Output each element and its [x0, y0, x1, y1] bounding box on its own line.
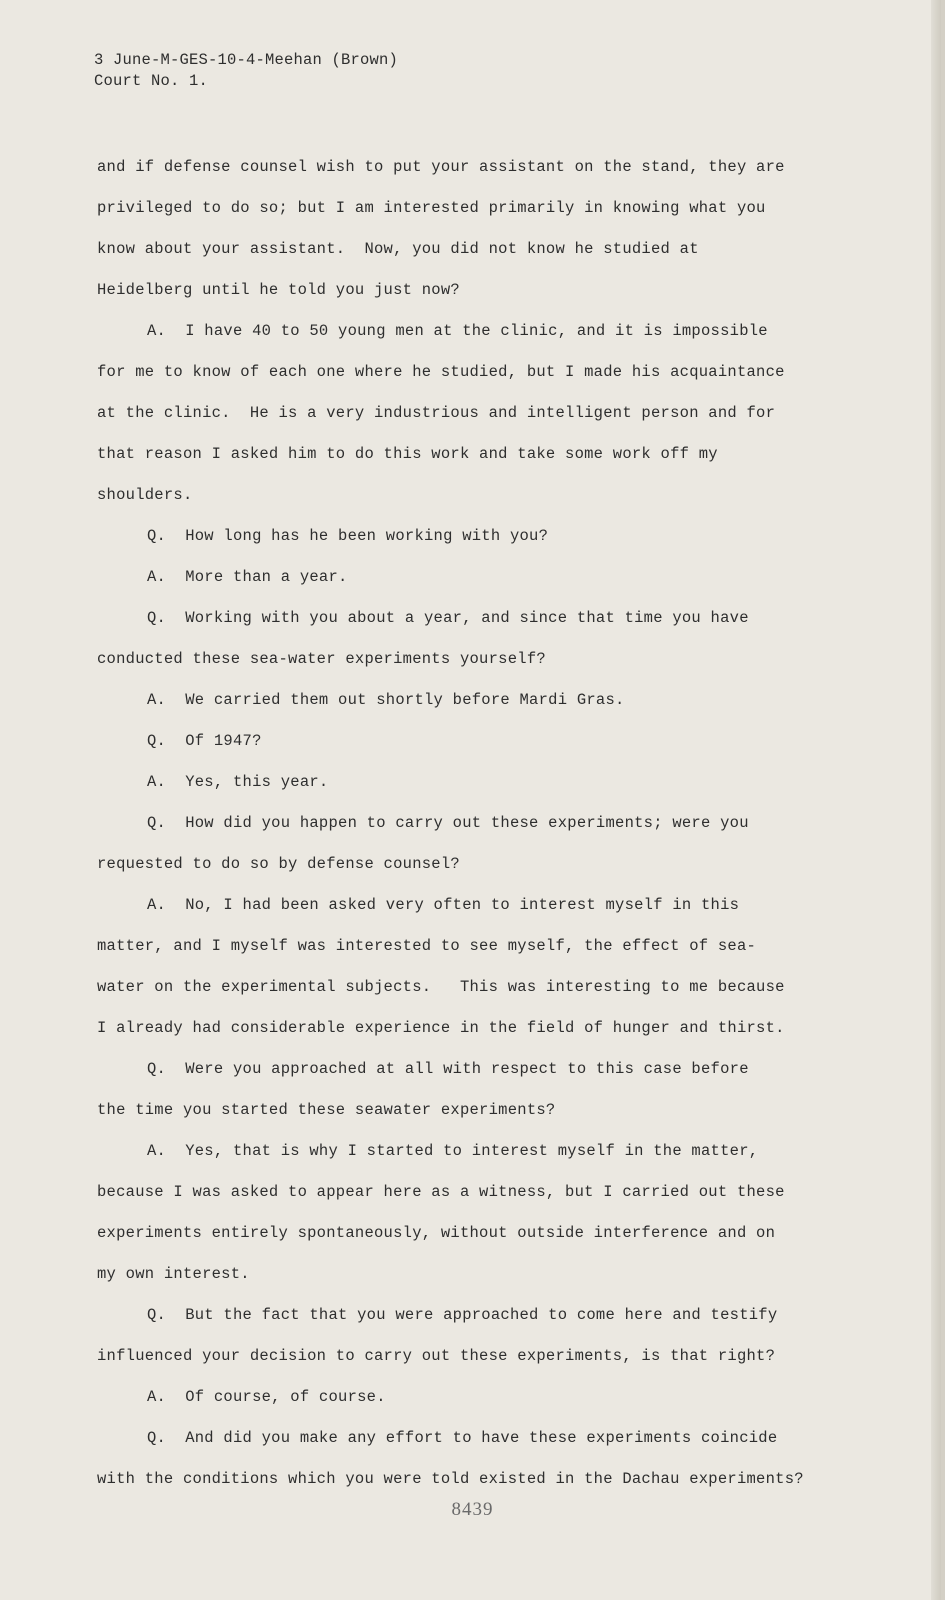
page-number: 8439 — [451, 1499, 494, 1520]
transcript-line: Q. Of 1947? — [147, 732, 262, 750]
transcript-line: my own interest. — [97, 1265, 250, 1283]
transcript-line: Heidelberg until he told you just now? — [97, 281, 460, 299]
transcript-line: with the conditions which you were told existed in the Dachau experiments? — [97, 1470, 804, 1488]
transcript-line: privileged to do so; but I am interested primarily in knowing what you — [97, 199, 766, 217]
header-case-line: 3 June-M-GES-10-4-Meehan (Brown) — [94, 51, 399, 69]
page-header — [94, 50, 398, 92]
transcript-body — [97, 147, 857, 1500]
transcript-line: A. More than a year. — [147, 568, 348, 586]
transcript-line: know about your assistant. Now, you did not know he studied at — [97, 240, 699, 258]
transcript-line: I already had considerable experience in the field of hunger and thirst. — [97, 1019, 785, 1037]
transcript-line: matter, and I myself was interested to see myself, the effect of sea- — [97, 937, 757, 955]
transcript-line: the time you started these seawater experiments? — [97, 1101, 556, 1119]
transcript-line: for me to know of each one where he studied, but I made his acquaintance — [97, 363, 785, 381]
page-edge — [931, 0, 941, 1600]
transcript-line: because I was asked to appear here as a witness, but I carried out these — [97, 1183, 785, 1201]
transcript-line: and if defense counsel wish to put your assistant on the stand, they are — [97, 158, 785, 176]
transcript-line: influenced your decision to carry out these experiments, is that right? — [97, 1347, 776, 1365]
transcript-line: A. Yes, this year. — [147, 773, 329, 791]
transcript-line: Q. How long has he been working with you? — [147, 527, 549, 545]
transcript-line: Q. How did you happen to carry out these experiments; were you — [147, 814, 749, 832]
transcript-line: A. No, I had been asked very often to interest myself in this — [147, 896, 740, 914]
transcript-line: A. We carried them out shortly before Mardi Gras. — [147, 691, 625, 709]
transcript-line: Q. Working with you about a year, and since that time you have — [147, 609, 749, 627]
header-court-line: Court No. 1. — [94, 72, 209, 90]
transcript-line: shoulders. — [97, 486, 193, 504]
transcript-line: Q. Were you approached at all with respect to this case before — [147, 1060, 749, 1078]
transcript-line: experiments entirely spontaneously, without outside interference and on — [97, 1224, 776, 1242]
transcript-line: that reason I asked him to do this work and take some work off my — [97, 445, 718, 463]
transcript-line: at the clinic. He is a very industrious and intelligent person and for — [97, 404, 776, 422]
transcript-line: A. I have 40 to 50 young men at the clinic, and it is impossible — [147, 322, 768, 340]
transcript-line: water on the experimental subjects. This was interesting to me because — [97, 978, 785, 996]
transcript-line: Q. And did you make any effort to have these experiments coincide — [147, 1429, 778, 1447]
transcript-line: Q. But the fact that you were approached to come here and testify — [147, 1306, 778, 1324]
transcript-line: A. Yes, that is why I started to interest myself in the matter, — [147, 1142, 759, 1160]
transcript-line: requested to do so by defense counsel? — [97, 855, 460, 873]
transcript-line: conducted these sea-water experiments yourself? — [97, 650, 546, 668]
transcript-line: A. Of course, of course. — [147, 1388, 386, 1406]
